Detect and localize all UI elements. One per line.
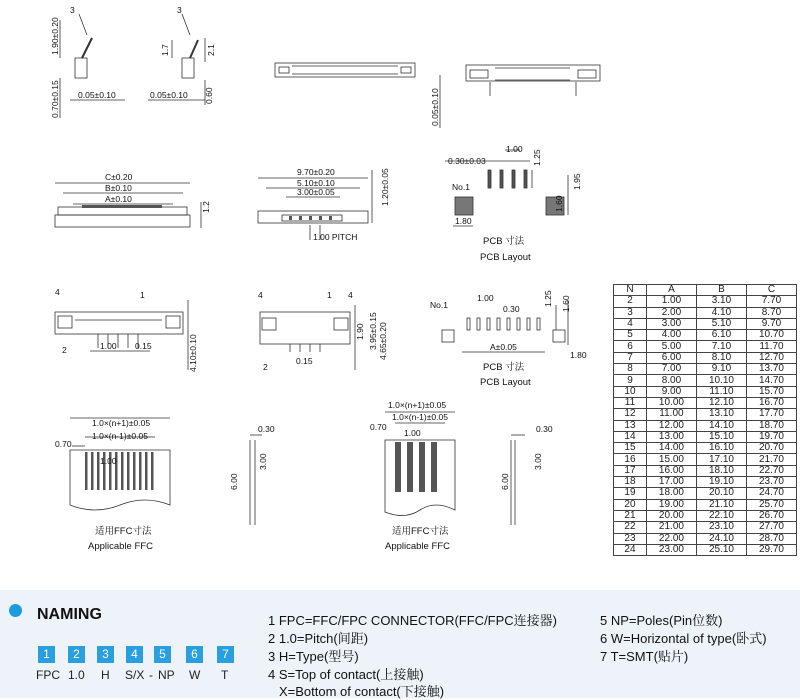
table-cell: 15.00 bbox=[646, 454, 696, 465]
table-cell: 28.70 bbox=[746, 533, 796, 544]
naming-box-4: 4 bbox=[126, 646, 143, 663]
naming-code: FPC bbox=[36, 668, 60, 682]
table-cell: 9.00 bbox=[646, 386, 696, 397]
table-cell: 17.00 bbox=[646, 477, 696, 488]
naming-box-2: 2 bbox=[68, 646, 85, 663]
table-row bbox=[614, 488, 797, 499]
table-cell: 16.70 bbox=[746, 397, 796, 408]
callout-4a: 4 bbox=[55, 287, 60, 297]
dim-465: 4.65±0.20 bbox=[378, 322, 388, 360]
table-cell: 16.00 bbox=[646, 465, 696, 476]
table-cell: 15.10 bbox=[696, 431, 746, 442]
dim-190: 1.90±0.20 bbox=[50, 17, 60, 55]
table-cell: 9 bbox=[614, 375, 647, 386]
table-cell: 17 bbox=[614, 465, 647, 476]
naming-desc-5: 5 NP=Poles(Pin位数) bbox=[600, 613, 723, 628]
table-cell: 8.10 bbox=[696, 352, 746, 363]
table-cell: 19.00 bbox=[646, 499, 696, 510]
table-cell: 16.10 bbox=[696, 443, 746, 454]
table-header-row bbox=[614, 285, 797, 296]
table-cell: 22.00 bbox=[646, 533, 696, 544]
bullet-icon bbox=[9, 604, 22, 617]
table-cell: 8.00 bbox=[646, 375, 696, 386]
table-row bbox=[614, 477, 797, 488]
table-body bbox=[614, 296, 797, 556]
dim-n1m: 1.0×(n-1)±0.05 bbox=[92, 431, 148, 441]
table-cell: 19.70 bbox=[746, 431, 796, 442]
naming-desc-1: 1 FPC=FFC/FPC CONNECTOR(FFC/FPC连接器) bbox=[268, 613, 558, 628]
table-cell: 23 bbox=[614, 533, 647, 544]
table-row bbox=[614, 431, 797, 442]
table-cell: 8.70 bbox=[746, 307, 796, 318]
ffc-en-a: Applicable FFC bbox=[88, 541, 153, 552]
table-cell: 18.10 bbox=[696, 465, 746, 476]
dim-100c: 1.00 bbox=[477, 293, 494, 303]
table-cell: 4.10 bbox=[696, 307, 746, 318]
table-cell: 11.70 bbox=[746, 341, 796, 352]
top-connector-a bbox=[275, 63, 415, 77]
table-cell: 21 bbox=[614, 510, 647, 521]
callout-1a: 1 bbox=[140, 290, 145, 300]
dim-190b: 1.90 bbox=[355, 323, 365, 340]
table-row bbox=[614, 533, 797, 544]
table-cell: 14 bbox=[614, 431, 647, 442]
naming-code: H bbox=[101, 668, 110, 682]
dim-070c: 0.70 bbox=[370, 422, 387, 432]
dim-100e: 1.00 bbox=[404, 428, 421, 438]
naming-desc-4: 4 S=Top of contact(上接触) bbox=[268, 667, 424, 682]
pcb-layout-a: PCB Layout bbox=[480, 252, 531, 263]
dim-395: 3.95±0.15 bbox=[368, 312, 378, 350]
table-cell: 21.00 bbox=[646, 522, 696, 533]
callout-4b: 4 bbox=[258, 290, 263, 300]
dim-410: 4.10±0.10 bbox=[188, 334, 198, 372]
table-row bbox=[614, 375, 797, 386]
naming-box-1: 1 bbox=[38, 646, 55, 663]
naming-code: NP bbox=[158, 668, 175, 682]
table-cell: 4 bbox=[614, 318, 647, 329]
table-cell: 18.70 bbox=[746, 420, 796, 431]
table-cell: 23.70 bbox=[746, 477, 796, 488]
table-cell: 21.10 bbox=[696, 499, 746, 510]
table-row bbox=[614, 522, 797, 533]
table-row bbox=[614, 386, 797, 397]
naming-code: S/X bbox=[125, 668, 145, 682]
table-cell: 3.00 bbox=[646, 318, 696, 329]
dim-300b: 3.00 bbox=[258, 453, 268, 470]
pcb-cn-b: PCB 寸法 bbox=[483, 362, 525, 373]
no1-b: No.1 bbox=[430, 300, 448, 310]
table-row bbox=[614, 420, 797, 431]
table-cell: 25.70 bbox=[746, 499, 796, 510]
dim-030b: 0.30 bbox=[503, 304, 520, 314]
table-row bbox=[614, 318, 797, 329]
table-cell: 22.70 bbox=[746, 465, 796, 476]
callout-1b: 1 bbox=[327, 290, 332, 300]
dim-125a: 1.25 bbox=[532, 149, 542, 166]
table-row bbox=[614, 465, 797, 476]
table-cell: 17.10 bbox=[696, 454, 746, 465]
table-cell: 18 bbox=[614, 477, 647, 488]
table-row bbox=[614, 352, 797, 363]
table-cell: 24.70 bbox=[746, 488, 796, 499]
dim-030c: 0.30 bbox=[258, 424, 275, 434]
table-cell: 15.70 bbox=[746, 386, 796, 397]
table-cell: 19.10 bbox=[696, 477, 746, 488]
table-cell: 4.00 bbox=[646, 330, 696, 341]
table-cell: 24.10 bbox=[696, 533, 746, 544]
table-cell: 20 bbox=[614, 499, 647, 510]
table-cell: 27.70 bbox=[746, 522, 796, 533]
table-row bbox=[614, 307, 797, 318]
callout-3a: 3 bbox=[70, 5, 75, 15]
table-cell: 6 bbox=[614, 341, 647, 352]
dim-12: 1.2 bbox=[201, 201, 211, 213]
naming-desc-6: 6 W=Horizontal of type(卧式) bbox=[600, 631, 767, 646]
table-cell: 14.00 bbox=[646, 443, 696, 454]
pcb-cn-a: PCB 寸法 bbox=[483, 236, 525, 247]
dim-n1p2: 1.0×(n+1)±0.05 bbox=[388, 400, 447, 410]
dim-510: 5.10±0.10 bbox=[297, 178, 335, 188]
naming-desc-4x: X=Bottom of contact(下接触) bbox=[279, 684, 445, 699]
dim-005a: 0.05±0.10 bbox=[78, 90, 116, 100]
table-header: N bbox=[614, 285, 647, 296]
naming-box-5: 5 bbox=[154, 646, 171, 663]
dim-160b: 1.60 bbox=[561, 295, 571, 312]
naming-code: T bbox=[221, 668, 229, 682]
table-row bbox=[614, 544, 797, 555]
dim-005c: 0.05±0.10 bbox=[430, 88, 440, 126]
naming-desc-2: 2 1.0=Pitch(间距) bbox=[268, 631, 369, 646]
table-cell: 8 bbox=[614, 364, 647, 375]
table-cell: 1.00 bbox=[646, 296, 696, 307]
table-cell: 9.70 bbox=[746, 318, 796, 329]
dim-a: A±0.10 bbox=[105, 194, 132, 204]
dim-160a: 1.60 bbox=[554, 195, 564, 212]
naming-box-3: 3 bbox=[97, 646, 114, 663]
table-row bbox=[614, 409, 797, 420]
table-header: B bbox=[696, 285, 746, 296]
dim-n1m2: 1.0×(n-1)±0.05 bbox=[392, 412, 448, 422]
dim-pitch: 1.00 PITCH bbox=[313, 232, 358, 242]
table-cell: 14.10 bbox=[696, 420, 746, 431]
dim-a005: A±0.05 bbox=[490, 342, 517, 352]
naming-box-7: 7 bbox=[217, 646, 234, 663]
table-cell: 29.70 bbox=[746, 544, 796, 555]
table-cell: 2 bbox=[614, 296, 647, 307]
dim-b: B±0.10 bbox=[105, 183, 132, 193]
dim-030a: 0.30±0.03 bbox=[448, 156, 486, 166]
ffc-side-b bbox=[511, 435, 525, 525]
table-cell: 7.70 bbox=[746, 296, 796, 307]
table-row bbox=[614, 341, 797, 352]
table-cell: 10 bbox=[614, 386, 647, 397]
table-cell: 12.70 bbox=[746, 352, 796, 363]
dim-060: 0.60 bbox=[204, 87, 214, 104]
table-cell: 22 bbox=[614, 522, 647, 533]
dim-070b: 0.70 bbox=[55, 439, 72, 449]
table-cell: 13.10 bbox=[696, 409, 746, 420]
table-cell: 12 bbox=[614, 409, 647, 420]
dim-180a: 1.80 bbox=[455, 216, 472, 226]
pcb-layout-b: PCB Layout bbox=[480, 377, 531, 388]
dim-005b: 0.05±0.10 bbox=[150, 90, 188, 100]
table-cell: 5 bbox=[614, 330, 647, 341]
table-cell: 13 bbox=[614, 420, 647, 431]
dim-015a: 0.15 bbox=[135, 341, 152, 351]
table-cell: 13.00 bbox=[646, 431, 696, 442]
no1-a: No.1 bbox=[452, 182, 470, 192]
dim-070: 0.70±0.15 bbox=[50, 80, 60, 118]
naming-code: 1.0 bbox=[68, 668, 85, 682]
table-row bbox=[614, 397, 797, 408]
callout-2a: 2 bbox=[62, 345, 67, 355]
table-cell: 7.10 bbox=[696, 341, 746, 352]
table-cell: 20.70 bbox=[746, 443, 796, 454]
side-view-a bbox=[60, 14, 125, 118]
ffc-side-a bbox=[250, 435, 262, 525]
table-cell: 11.00 bbox=[646, 409, 696, 420]
dim-180b: 1.80 bbox=[570, 350, 587, 360]
dim-n1p: 1.0×(n+1)±0.05 bbox=[92, 418, 151, 428]
table-cell: 11.10 bbox=[696, 386, 746, 397]
ffc-cn-a: 适用FFC寸法 bbox=[95, 526, 152, 537]
table-header: A bbox=[646, 285, 696, 296]
dim-17: 1.7 bbox=[160, 44, 170, 56]
table-cell: 24 bbox=[614, 544, 647, 555]
dim-015b: 0.15 bbox=[296, 356, 313, 366]
table-cell: 10.10 bbox=[696, 375, 746, 386]
dim-300c: 3.00 bbox=[533, 453, 543, 470]
table-cell: 20.10 bbox=[696, 488, 746, 499]
dim-21: 2.1 bbox=[206, 44, 216, 56]
naming-box-6: 6 bbox=[186, 646, 203, 663]
table-row bbox=[614, 330, 797, 341]
table-cell: 14.70 bbox=[746, 375, 796, 386]
callout-4c: 4 bbox=[348, 290, 353, 300]
table-cell: 5.00 bbox=[646, 341, 696, 352]
table-cell: 21.70 bbox=[746, 454, 796, 465]
table-cell: 10.00 bbox=[646, 397, 696, 408]
table-cell: 13.70 bbox=[746, 364, 796, 375]
dim-100b: 1.00 bbox=[100, 341, 117, 351]
naming-code: - bbox=[149, 668, 153, 682]
table-row bbox=[614, 296, 797, 307]
table-cell: 23.00 bbox=[646, 544, 696, 555]
dim-600: 6.00 bbox=[229, 473, 239, 490]
naming-code: W bbox=[189, 668, 201, 682]
dim-125b: 1.25 bbox=[543, 290, 553, 307]
table-cell: 3.10 bbox=[696, 296, 746, 307]
dim-195: 1.95 bbox=[572, 173, 582, 190]
table-cell: 23.10 bbox=[696, 522, 746, 533]
ffc-cn-b: 适用FFC寸法 bbox=[392, 526, 449, 537]
table-cell: 7.00 bbox=[646, 364, 696, 375]
table-cell: 6.10 bbox=[696, 330, 746, 341]
ffc-en-b: Applicable FFC bbox=[385, 541, 450, 552]
table-cell: 12.10 bbox=[696, 397, 746, 408]
table-row bbox=[614, 364, 797, 375]
dim-100a: 1.00 bbox=[506, 144, 523, 154]
naming-panel bbox=[0, 590, 800, 698]
table-cell: 25.10 bbox=[696, 544, 746, 555]
dim-c: C±0.20 bbox=[105, 172, 133, 182]
table-cell: 16 bbox=[614, 454, 647, 465]
table-cell: 22.10 bbox=[696, 510, 746, 521]
naming-title: NAMING bbox=[37, 606, 102, 623]
dim-120: 1.20±0.05 bbox=[380, 168, 390, 206]
table-cell: 17.70 bbox=[746, 409, 796, 420]
table-cell: 11 bbox=[614, 397, 647, 408]
table-row bbox=[614, 499, 797, 510]
table-cell: 3 bbox=[614, 307, 647, 318]
callout-3b: 3 bbox=[177, 5, 182, 15]
dim-600b: 6.00 bbox=[500, 473, 510, 490]
table-row bbox=[614, 510, 797, 521]
table-cell: 19 bbox=[614, 488, 647, 499]
naming-desc-3: 3 H=Type(型号) bbox=[268, 649, 359, 664]
table-cell: 9.10 bbox=[696, 364, 746, 375]
table-cell: 18.00 bbox=[646, 488, 696, 499]
table-header: C bbox=[746, 285, 796, 296]
table-row bbox=[614, 443, 797, 454]
dim-030d: 0.30 bbox=[536, 424, 553, 434]
dimension-table bbox=[613, 284, 797, 556]
section-view-a bbox=[55, 300, 188, 370]
table-cell: 7 bbox=[614, 352, 647, 363]
table-cell: 15 bbox=[614, 443, 647, 454]
top-connector-b bbox=[440, 65, 600, 128]
dim-970: 9.70±0.20 bbox=[297, 167, 335, 177]
table-cell: 6.00 bbox=[646, 352, 696, 363]
table-row bbox=[614, 454, 797, 465]
table-cell: 12.00 bbox=[646, 420, 696, 431]
table-cell: 26.70 bbox=[746, 510, 796, 521]
callout-2b: 2 bbox=[263, 362, 268, 372]
table-cell: 20.00 bbox=[646, 510, 696, 521]
table-cell: 2.00 bbox=[646, 307, 696, 318]
dim-300: 3.00±0.05 bbox=[297, 187, 335, 197]
table-cell: 5.10 bbox=[696, 318, 746, 329]
naming-desc-7: 7 T=SMT(贴片) bbox=[600, 649, 689, 664]
dim-100d: 1.00 bbox=[100, 456, 117, 466]
table-cell: 10.70 bbox=[746, 330, 796, 341]
